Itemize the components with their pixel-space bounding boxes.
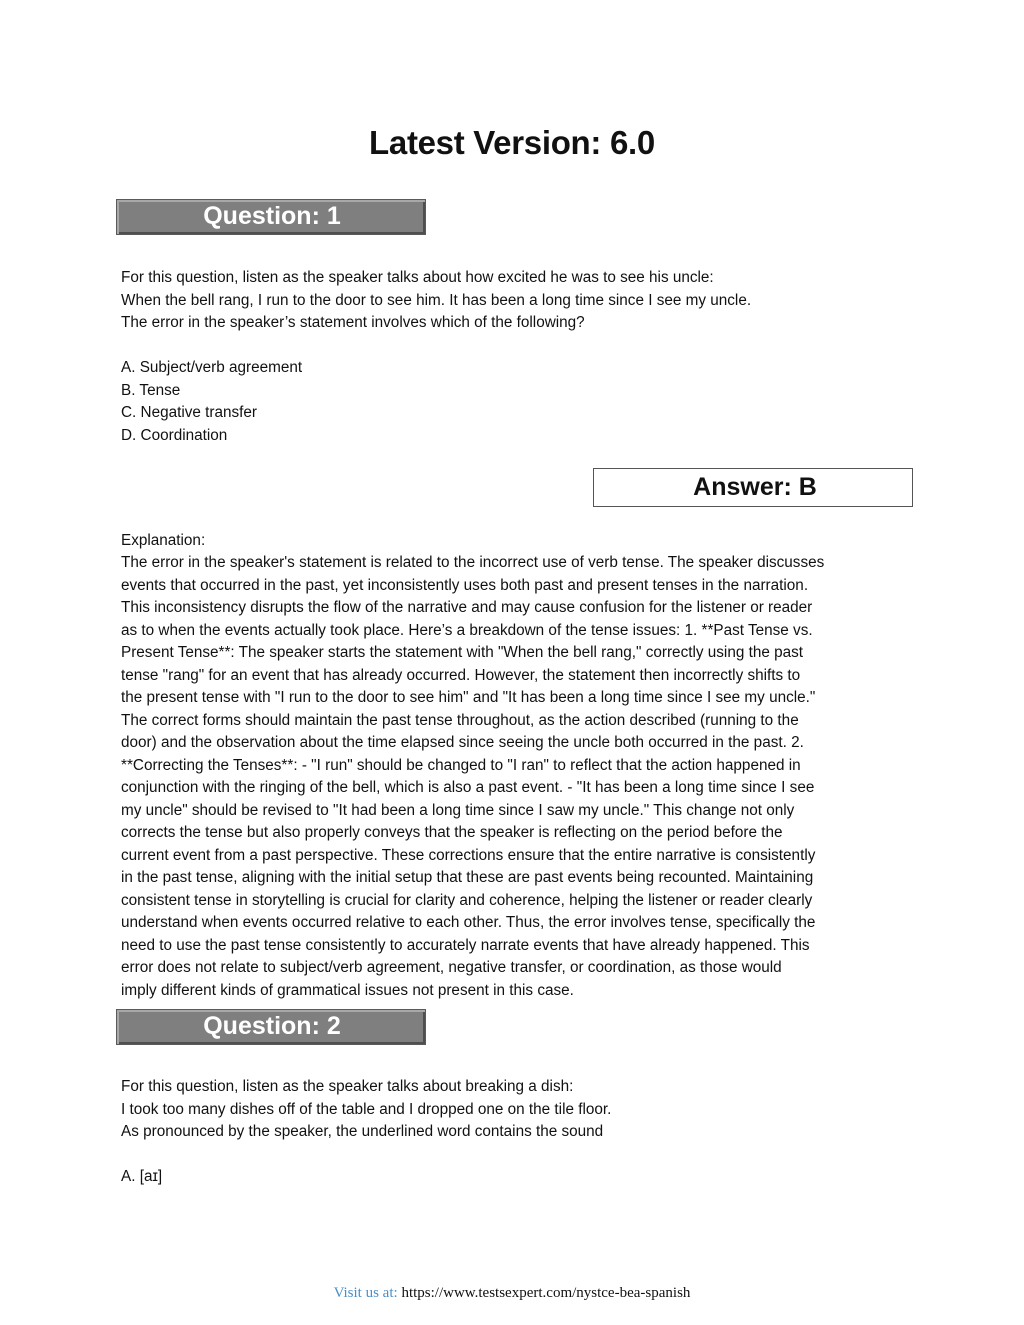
explanation-line: This inconsistency disrupts the flow of the narrative and may cause confusion for the listener or reader [121, 599, 813, 616]
explanation-line: **Correcting the Tenses**: - "I run" should be changed to "I ran" to reflect that the action happened in [121, 756, 801, 774]
question-1-banner-label: Question: 1 [203, 202, 341, 230]
prompt-line: The error in the speaker’s statement involves which of the following? [121, 314, 585, 331]
explanation-line: the present tense with "I run to the door to see him" and "It has been a long time since I see my uncle." [121, 689, 816, 706]
prompt-line: For this question, listen as the speaker talks about breaking a dish: [121, 1078, 574, 1095]
question-1-prompt [121, 267, 911, 335]
option-a: A. Subject/verb agreement [121, 359, 303, 376]
explanation-line: current event from a past perspective. These corrections ensure that the entire narrative is consistently [121, 846, 816, 864]
explanation-body [121, 552, 911, 1002]
question-1-options [121, 357, 911, 447]
explanation-line: door) and the observation about the time elapsed since seeing the uncle both occurred in the past. 2. [121, 734, 804, 751]
explanation-line: The correct forms should maintain the past tense throughout, as the action described (running to the [121, 711, 799, 729]
question-2-banner [116, 1009, 426, 1045]
question-2-options [121, 1166, 911, 1189]
option-b: B. Tense [121, 381, 181, 399]
explanation-line: in the past tense, aligning with the initial setup that these are past events being recounted. Maintaining [121, 869, 814, 886]
footer-url-link[interactable]: https://www.testsexpert.com/nystce-bea-spanish [401, 1285, 691, 1301]
explanation-line: my uncle" should be revised to "It had been a long time since I saw my uncle." This change not only [121, 801, 795, 819]
answer-label: Answer: B [693, 473, 817, 501]
option-c: C. Negative transfer [121, 404, 258, 421]
question-1-banner [116, 199, 426, 235]
explanation-line: tense "rang" for an event that has already occurred. However, the statement then incorrectly shifts to [121, 666, 801, 684]
question-2-prompt [121, 1076, 911, 1144]
option-a: A. [aɪ] [121, 1168, 163, 1185]
explanation-label: Explanation: [121, 532, 206, 549]
explanation-line: understand when events occurred relative to each other. Thus, the error involves tense, specifically the [121, 914, 816, 931]
prompt-line: When the bell rang, I run to the door to see him. It has been a long time since I see my uncle. [121, 291, 752, 309]
explanation-line: events that occurred in the past, yet inconsistently uses both past and present tenses in the narration. [121, 576, 809, 594]
explanation-line: Present Tense**: The speaker starts the statement with "When the bell rang," correctly using the past [121, 644, 804, 661]
option-d: D. Coordination [121, 426, 228, 444]
explanation-line: imply different kinds of grammatical issues not present in this case. [121, 981, 574, 999]
prompt-line: I took too many dishes off of the table and I dropped one on the tile floor. [121, 1100, 612, 1118]
explanation-line: consistent tense in storytelling is crucial for clarity and coherence, helping the listener or reader clearly [121, 891, 813, 909]
footer [0, 1285, 1024, 1302]
explanation-line: need to use the past tense consistently to accurately narrate events that have already happened. This [121, 936, 810, 954]
explanation-line: as to when the events actually took place. Here’s a breakdown of the tense issues: 1. **Past Tense vs. [121, 621, 813, 639]
prompt-line: As pronounced by the speaker, the underlined word contains the sound [121, 1123, 604, 1140]
footer-visit-label: Visit us at: [333, 1285, 398, 1301]
explanation-line: corrects the tense but also properly conveys that the speaker is reflecting on the period before the [121, 824, 783, 841]
explanation-line: conjunction with the ringing of the bell, which is also a past event. - "It has been a long time since I see [121, 779, 815, 796]
page-title: Latest Version: 6.0 [369, 124, 655, 161]
prompt-line: For this question, listen as the speaker talks about how excited he was to see his uncle: [121, 269, 714, 286]
explanation-line: The error in the speaker's statement is related to the incorrect use of verb tense. The speaker discusses [121, 554, 825, 571]
question-2-banner-label: Question: 2 [203, 1012, 341, 1040]
answer-box [593, 468, 913, 507]
explanation-line: error does not relate to subject/verb agreement, negative transfer, or coordination, as those would [121, 959, 782, 976]
